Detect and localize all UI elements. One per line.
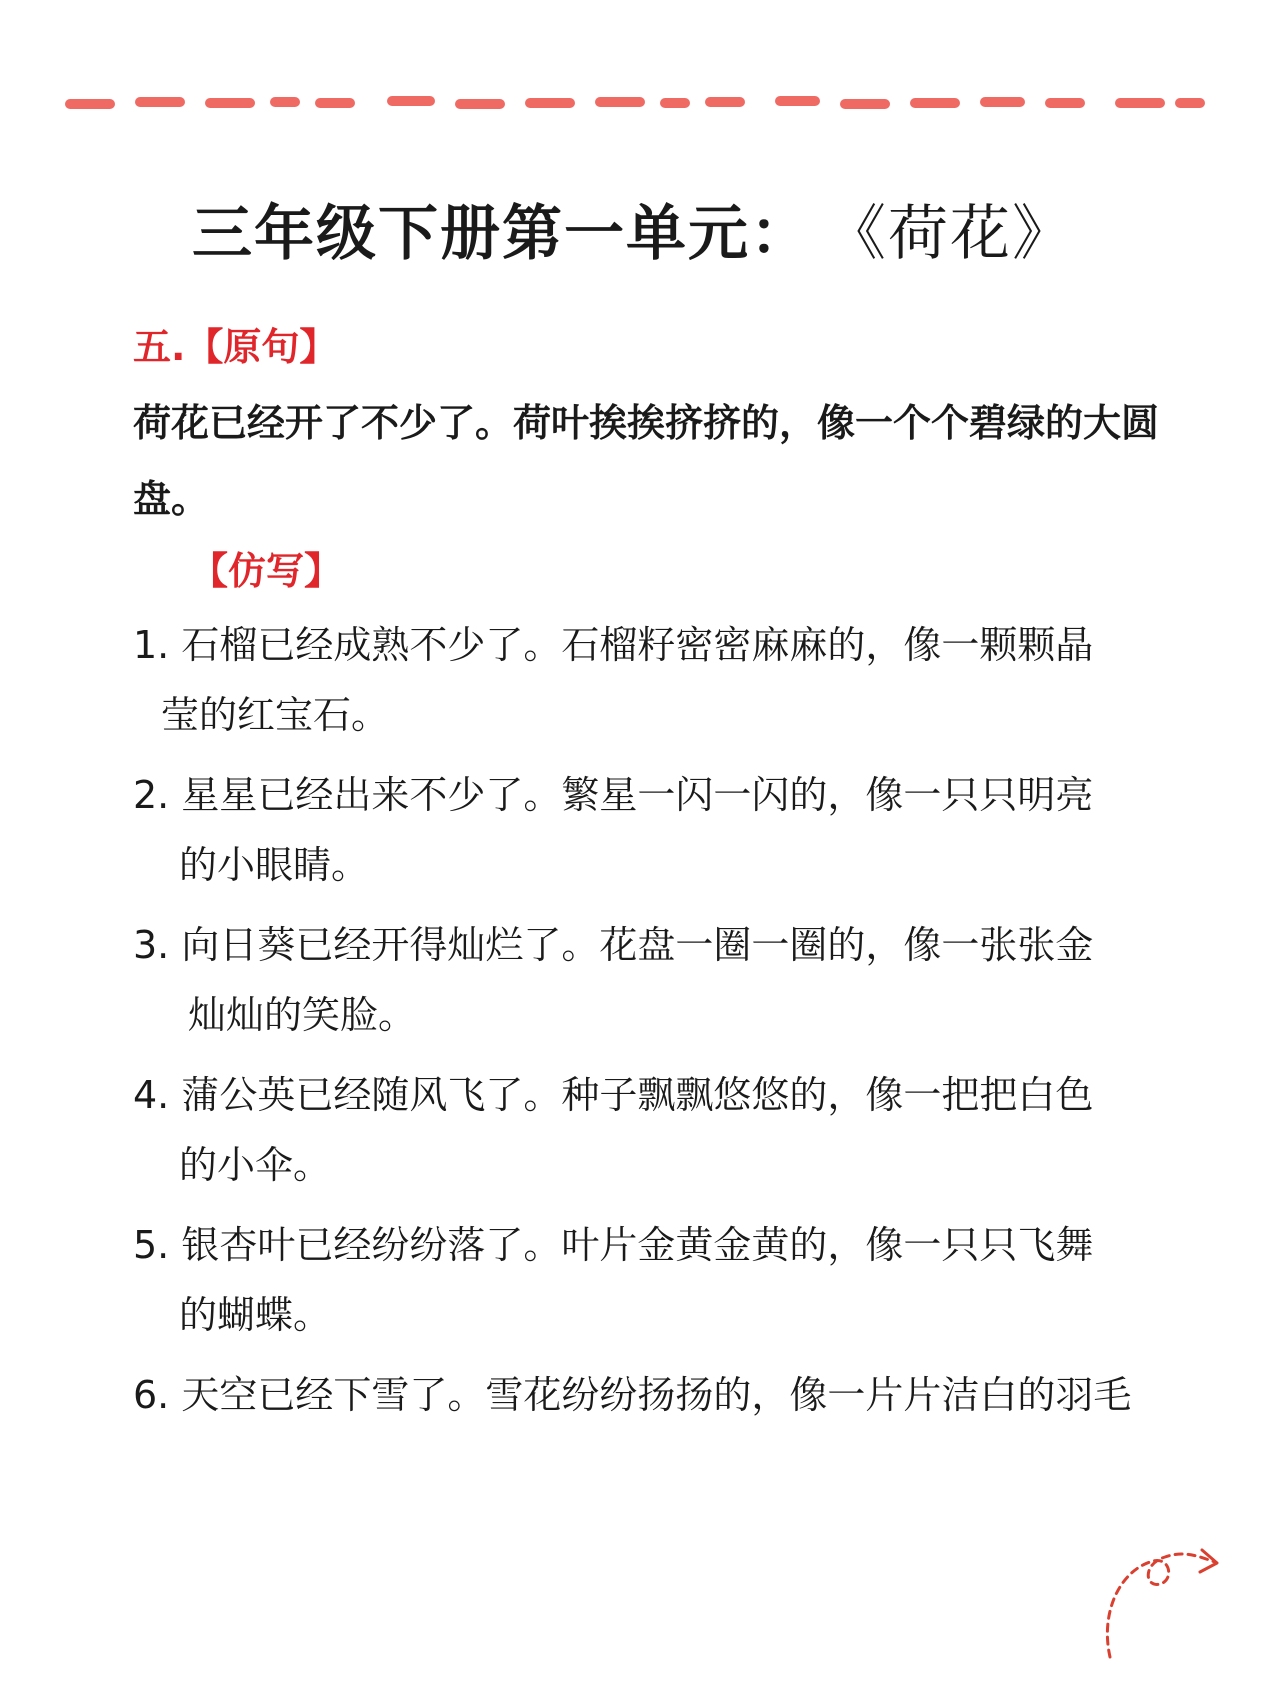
title-main: 三年级下册第一单元： xyxy=(192,199,812,269)
original-sentence: 荷花已经开了不少了。荷叶挨挨挤挤的，像一个个碧绿的大圆盘。 xyxy=(133,401,1160,521)
item-line: 5. 银杏叶已经纷纷落了。叶片金黄金黄的，像一只只飞舞 xyxy=(133,1223,1094,1267)
imitation-heading: 【仿写】 xyxy=(190,549,343,593)
item-line-continued: 灿灿的笑脸。 xyxy=(188,993,417,1037)
section-heading: 五.【原句】 xyxy=(133,325,338,369)
list-item xyxy=(133,760,1093,900)
page-title xyxy=(0,186,1280,272)
list-item xyxy=(133,910,1093,1050)
list-item xyxy=(133,1360,1131,1430)
item-line-continued: 的蝴蝶。 xyxy=(179,1293,332,1337)
item-line: 4. 蒲公英已经随风飞了。种子飘飘悠悠的，像一把把白色 xyxy=(133,1073,1094,1117)
item-line: 3. 向日葵已经开得灿烂了。花盘一圈一圈的，像一张张金 xyxy=(133,923,1094,967)
item-line: 1. 石榴已经成熟不少了。石榴籽密密麻麻的，像一颗颗晶 xyxy=(133,623,1094,667)
list-item xyxy=(133,610,1093,750)
decorative-dashed-line xyxy=(0,0,1280,140)
list-item xyxy=(133,1210,1093,1350)
item-line-continued: 莹的红宝石。 xyxy=(161,693,390,737)
curly-arrow-icon xyxy=(1090,1532,1230,1662)
list-item xyxy=(133,1060,1093,1200)
item-line-continued: 的小伞。 xyxy=(179,1143,332,1187)
item-line: 2. 星星已经出来不少了。繁星一闪一闪的，像一只只明亮 xyxy=(133,773,1094,817)
title-highlight: 《荷花》 xyxy=(812,186,1088,272)
item-line: 6. 天空已经下雪了。雪花纷纷扬扬的，像一片片洁白的羽毛 xyxy=(133,1373,1132,1417)
item-line-continued: 的小眼睛。 xyxy=(179,843,370,887)
